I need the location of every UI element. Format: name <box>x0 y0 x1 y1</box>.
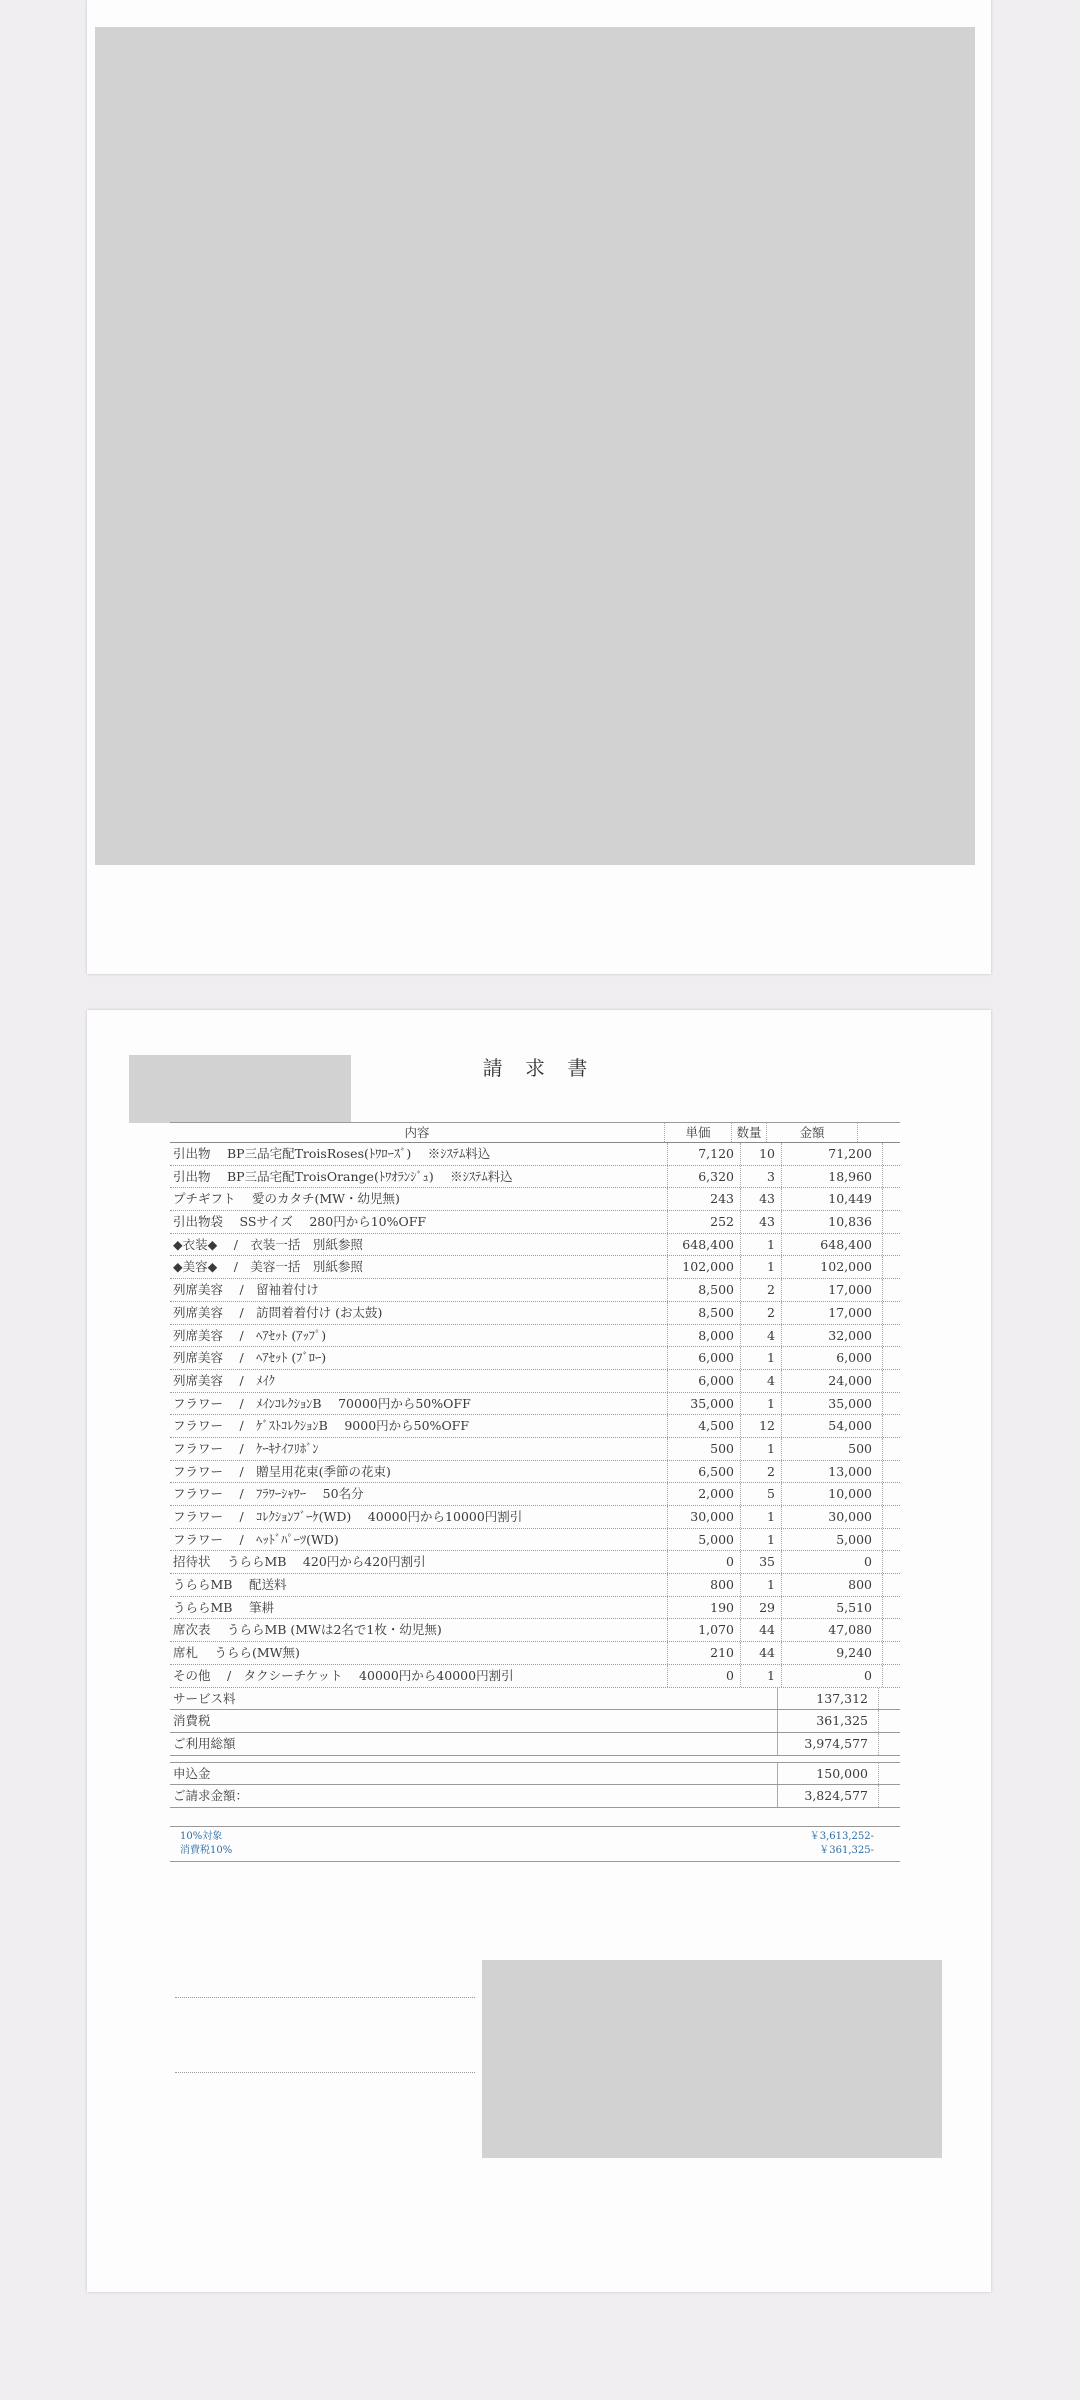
table-row <box>170 1211 900 1234</box>
item-quantity: 1 <box>741 1574 782 1596</box>
item-unit-price: 8,000 <box>668 1325 741 1347</box>
item-description: 招待状 うららMB 420円から420円割引 <box>170 1551 668 1573</box>
item-unit-price: 7,120 <box>668 1143 741 1165</box>
item-description: うららMB 配送料 <box>170 1574 668 1596</box>
item-amount: 9,240 <box>782 1642 883 1664</box>
item-description: 列席美容 / 留袖着付け <box>170 1279 668 1301</box>
item-quantity: 4 <box>741 1370 782 1392</box>
table-row <box>170 1393 900 1416</box>
item-description: フラワー / ﾌﾗﾜｰｼｬﾜｰ 50名分 <box>170 1483 668 1505</box>
page-1 <box>87 0 991 974</box>
summary-value: 137,312 <box>778 1688 879 1710</box>
summary-value: 361,325 <box>778 1710 879 1732</box>
item-rows <box>170 1143 900 1688</box>
item-quantity: 2 <box>741 1279 782 1301</box>
table-row <box>170 1325 900 1348</box>
table-row <box>170 1461 900 1484</box>
table-row <box>170 1279 900 1302</box>
item-quantity: 1 <box>741 1665 782 1687</box>
redacted-area <box>482 1960 942 2158</box>
item-amount: 800 <box>782 1574 883 1596</box>
item-quantity: 44 <box>741 1642 782 1664</box>
item-unit-price: 102,000 <box>668 1256 741 1278</box>
item-unit-price: 0 <box>668 1665 741 1687</box>
item-quantity: 1 <box>741 1234 782 1256</box>
item-amount: 0 <box>782 1665 883 1687</box>
table-row <box>170 1347 900 1370</box>
tax-value-consumption: ￥361,325- <box>819 1844 874 1856</box>
redacted-area <box>95 27 975 865</box>
item-unit-price: 35,000 <box>668 1393 741 1415</box>
item-quantity: 43 <box>741 1211 782 1233</box>
item-unit-price: 0 <box>668 1551 741 1573</box>
summary-rows <box>170 1688 900 1756</box>
summary-row <box>170 1733 900 1756</box>
table-row <box>170 1256 900 1279</box>
item-description: 列席美容 / 訪問着着付け (お太鼓) <box>170 1302 668 1324</box>
item-description: 席札 うらら(MW無) <box>170 1642 668 1664</box>
item-amount: 102,000 <box>782 1256 883 1278</box>
table-header <box>170 1123 900 1143</box>
header-quantity: 数量 <box>732 1123 767 1142</box>
item-quantity: 1 <box>741 1256 782 1278</box>
item-description: フラワー / ｹﾞｽﾄｺﾚｸｼｮﾝB 9000円から50%OFF <box>170 1415 668 1437</box>
summary-label: ご利用総額 <box>170 1733 778 1755</box>
table-row <box>170 1234 900 1257</box>
item-quantity: 1 <box>741 1347 782 1369</box>
payment-row <box>170 1763 900 1786</box>
item-unit-price: 252 <box>668 1211 741 1233</box>
item-quantity: 29 <box>741 1597 782 1619</box>
item-quantity: 1 <box>741 1529 782 1551</box>
payment-row <box>170 1785 900 1808</box>
item-unit-price: 190 <box>668 1597 741 1619</box>
table-row <box>170 1551 900 1574</box>
payment-value: 3,824,577 <box>778 1785 879 1807</box>
signature-line <box>175 1997 475 1998</box>
item-quantity: 43 <box>741 1188 782 1210</box>
item-unit-price: 6,320 <box>668 1166 741 1188</box>
table-row <box>170 1529 900 1552</box>
table-row <box>170 1370 900 1393</box>
invoice-page <box>87 1010 991 2292</box>
payment-label: 申込金 <box>170 1763 778 1785</box>
item-quantity: 1 <box>741 1393 782 1415</box>
item-amount: 6,000 <box>782 1347 883 1369</box>
item-description: その他 / タクシーチケット 40000円から40000円割引 <box>170 1665 668 1687</box>
item-quantity: 10 <box>741 1143 782 1165</box>
item-amount: 5,510 <box>782 1597 883 1619</box>
item-amount: 35,000 <box>782 1393 883 1415</box>
item-description: フラワー / ｺﾚｸｼｮﾝﾌﾞｰｹ(WD) 40000円から10000円割引 <box>170 1506 668 1528</box>
table-row <box>170 1302 900 1325</box>
table-row <box>170 1597 900 1620</box>
item-unit-price: 4,500 <box>668 1415 741 1437</box>
tax-value-taxable: ￥3,613,252- <box>809 1830 874 1842</box>
header-amount: 金額 <box>767 1123 858 1142</box>
item-amount: 10,836 <box>782 1211 883 1233</box>
summary-row <box>170 1710 900 1733</box>
item-unit-price: 5,000 <box>668 1529 741 1551</box>
item-amount: 47,080 <box>782 1619 883 1641</box>
item-unit-price: 243 <box>668 1188 741 1210</box>
item-quantity: 3 <box>741 1166 782 1188</box>
item-description: 列席美容 / ﾍｱｾｯﾄ (ﾌﾞﾛｰ) <box>170 1347 668 1369</box>
item-unit-price: 2,000 <box>668 1483 741 1505</box>
item-description: フラワー / ﾒｲﾝｺﾚｸｼｮﾝB 70000円から50%OFF <box>170 1393 668 1415</box>
item-description: 引出物袋 SSサイズ 280円から10%OFF <box>170 1211 668 1233</box>
summary-row <box>170 1688 900 1711</box>
item-quantity: 2 <box>741 1302 782 1324</box>
item-quantity: 1 <box>741 1438 782 1460</box>
item-unit-price: 6,500 <box>668 1461 741 1483</box>
item-amount: 24,000 <box>782 1370 883 1392</box>
item-amount: 18,960 <box>782 1166 883 1188</box>
item-description: 列席美容 / ﾍｱｾｯﾄ (ｱｯﾌﾟ) <box>170 1325 668 1347</box>
table-row <box>170 1483 900 1506</box>
payment-rows <box>170 1763 900 1808</box>
item-description: うららMB 筆耕 <box>170 1597 668 1619</box>
item-unit-price: 1,070 <box>668 1619 741 1641</box>
item-quantity: 1 <box>741 1506 782 1528</box>
item-amount: 648,400 <box>782 1234 883 1256</box>
table-row <box>170 1166 900 1189</box>
header-unit-price: 単価 <box>665 1123 732 1142</box>
summary-value: 3,974,577 <box>778 1733 879 1755</box>
item-unit-price: 30,000 <box>668 1506 741 1528</box>
table-row <box>170 1642 900 1665</box>
item-amount: 10,000 <box>782 1483 883 1505</box>
item-description: ◆美容◆ / 美容一括 別紙参照 <box>170 1256 668 1278</box>
summary-label: 消費税 <box>170 1710 778 1732</box>
item-unit-price: 8,500 <box>668 1302 741 1324</box>
item-amount: 13,000 <box>782 1461 883 1483</box>
item-description: フラワー / ﾍｯﾄﾞﾊﾟｰﾂ(WD) <box>170 1529 668 1551</box>
signature-line <box>175 2072 475 2073</box>
item-amount: 32,000 <box>782 1325 883 1347</box>
payment-label: ご請求金額： <box>170 1785 778 1807</box>
item-unit-price: 500 <box>668 1438 741 1460</box>
invoice-title: 請 求 書 <box>482 1056 596 1080</box>
summary-label: サービス料 <box>170 1688 778 1710</box>
table-row <box>170 1619 900 1642</box>
item-description: 席次表 うららMB (MWは2名で1枚・幼児無) <box>170 1619 668 1641</box>
item-description: 列席美容 / ﾒｲｸ <box>170 1370 668 1392</box>
item-amount: 30,000 <box>782 1506 883 1528</box>
item-description: 引出物 BP三品宅配TroisOrange(ﾄﾜｵﾗﾝｼﾞｭ) ※ｼｽﾃﾑ料込 <box>170 1166 668 1188</box>
item-amount: 500 <box>782 1438 883 1460</box>
item-description: フラワー / 贈呈用花束(季節の花束) <box>170 1461 668 1483</box>
item-amount: 17,000 <box>782 1279 883 1301</box>
table-row <box>170 1188 900 1211</box>
item-unit-price: 800 <box>668 1574 741 1596</box>
table-row <box>170 1506 900 1529</box>
item-description: ◆衣装◆ / 衣装一括 別紙参照 <box>170 1234 668 1256</box>
item-description: 引出物 BP三品宅配TroisRoses(ﾄﾜﾛｰｽﾞ) ※ｼｽﾃﾑ料込 <box>170 1143 668 1165</box>
item-amount: 5,000 <box>782 1529 883 1551</box>
item-quantity: 12 <box>741 1415 782 1437</box>
item-quantity: 4 <box>741 1325 782 1347</box>
item-amount: 54,000 <box>782 1415 883 1437</box>
item-quantity: 5 <box>741 1483 782 1505</box>
table-row <box>170 1665 900 1688</box>
item-quantity: 2 <box>741 1461 782 1483</box>
invoice-table <box>170 1122 900 1862</box>
item-amount: 71,200 <box>782 1143 883 1165</box>
tax-breakdown <box>170 1826 900 1862</box>
header-description: 内容 <box>170 1123 665 1142</box>
item-amount: 0 <box>782 1551 883 1573</box>
table-row <box>170 1143 900 1166</box>
item-description: プチギフト 愛のカタチ(MW・幼児無) <box>170 1188 668 1210</box>
table-row <box>170 1438 900 1461</box>
item-amount: 10,449 <box>782 1188 883 1210</box>
item-unit-price: 8,500 <box>668 1279 741 1301</box>
table-row <box>170 1415 900 1438</box>
item-unit-price: 648,400 <box>668 1234 741 1256</box>
item-amount: 17,000 <box>782 1302 883 1324</box>
tax-label-consumption: 消費税10% <box>180 1844 233 1856</box>
item-unit-price: 6,000 <box>668 1347 741 1369</box>
tax-label-taxable: 10%対象 <box>180 1830 223 1842</box>
item-quantity: 44 <box>741 1619 782 1641</box>
table-row <box>170 1574 900 1597</box>
item-quantity: 35 <box>741 1551 782 1573</box>
item-description: フラワー / ｹｰｷﾅｲﾌﾘﾎﾞﾝ <box>170 1438 668 1460</box>
item-unit-price: 6,000 <box>668 1370 741 1392</box>
item-unit-price: 210 <box>668 1642 741 1664</box>
payment-value: 150,000 <box>778 1763 879 1785</box>
